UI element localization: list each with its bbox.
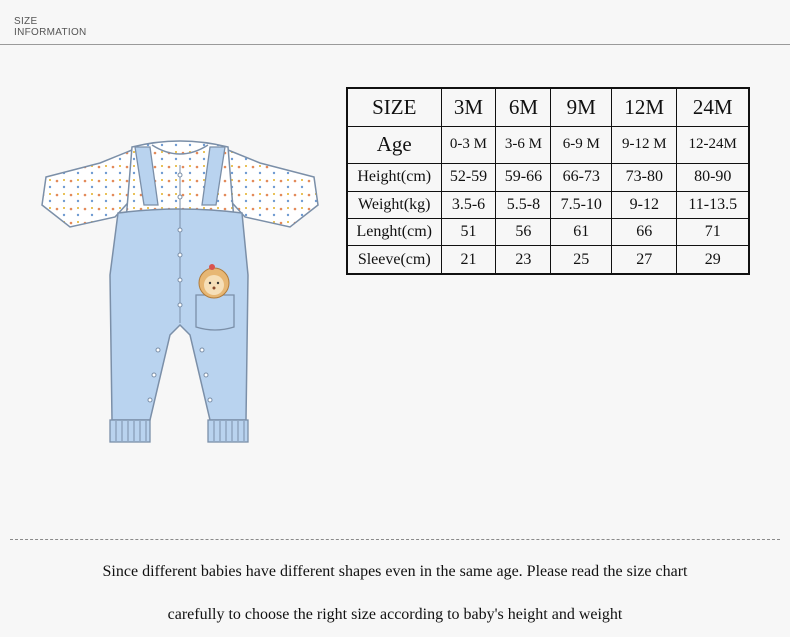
table-row bbox=[347, 126, 749, 163]
table-cell: 23 bbox=[496, 246, 551, 274]
header-bar bbox=[0, 0, 790, 45]
table-cell: 71 bbox=[677, 218, 749, 245]
table-cell: 27 bbox=[612, 246, 677, 274]
table-header-cell: 12M bbox=[612, 88, 677, 126]
row-label: Age bbox=[347, 126, 441, 163]
table-cell: 61 bbox=[551, 218, 612, 245]
row-label: Lenght(cm) bbox=[347, 218, 441, 245]
table-cell: 0-3 M bbox=[441, 126, 496, 163]
size-note-line-1: Since different babies have different shapes even in the same age. Please read the size chart bbox=[102, 563, 688, 580]
row-label: Sleeve(cm) bbox=[347, 246, 441, 274]
table-cell: 25 bbox=[551, 246, 612, 274]
table-cell: 73-80 bbox=[612, 164, 677, 191]
table-cell: 52-59 bbox=[441, 164, 496, 191]
table-cell: 56 bbox=[496, 218, 551, 245]
header-title: SIZE INFORMATION bbox=[14, 16, 87, 38]
table-cell: 3-6 M bbox=[496, 126, 551, 163]
baby-romper-illustration bbox=[40, 135, 320, 450]
table-header-cell: 24M bbox=[677, 88, 749, 126]
pocket bbox=[196, 295, 234, 330]
table-header-cell: 3M bbox=[441, 88, 496, 126]
table-cell: 12-24M bbox=[677, 126, 749, 163]
table-cell: 7.5-10 bbox=[551, 191, 612, 218]
table-cell: 66 bbox=[612, 218, 677, 245]
table-cell: 3.5-6 bbox=[441, 191, 496, 218]
table-header-cell: 9M bbox=[551, 88, 612, 126]
table-cell: 9-12 M bbox=[612, 126, 677, 163]
table-row bbox=[347, 246, 749, 274]
table-cell: 66-73 bbox=[551, 164, 612, 191]
dashed-divider bbox=[10, 539, 780, 540]
table-header-row bbox=[347, 88, 749, 126]
size-chart-table bbox=[346, 87, 750, 275]
row-label: Height(cm) bbox=[347, 164, 441, 191]
table-cell: 80-90 bbox=[677, 164, 749, 191]
table-cell: 6-9 M bbox=[551, 126, 612, 163]
table-row bbox=[347, 191, 749, 218]
table-row bbox=[347, 164, 749, 191]
table-cell: 21 bbox=[441, 246, 496, 274]
table-cell: 9-12 bbox=[612, 191, 677, 218]
table-cell: 51 bbox=[441, 218, 496, 245]
row-label: Weight(kg) bbox=[347, 191, 441, 218]
table-cell: 5.5-8 bbox=[496, 191, 551, 218]
table-cell: 29 bbox=[677, 246, 749, 274]
table-cell: 59-66 bbox=[496, 164, 551, 191]
size-note-line-2: carefully to choose the right size according to baby's height and weight bbox=[167, 606, 623, 623]
table-header-cell: 6M bbox=[496, 88, 551, 126]
table-row bbox=[347, 218, 749, 245]
table-header-cell: SIZE bbox=[347, 88, 441, 126]
table-cell: 11-13.5 bbox=[677, 191, 749, 218]
